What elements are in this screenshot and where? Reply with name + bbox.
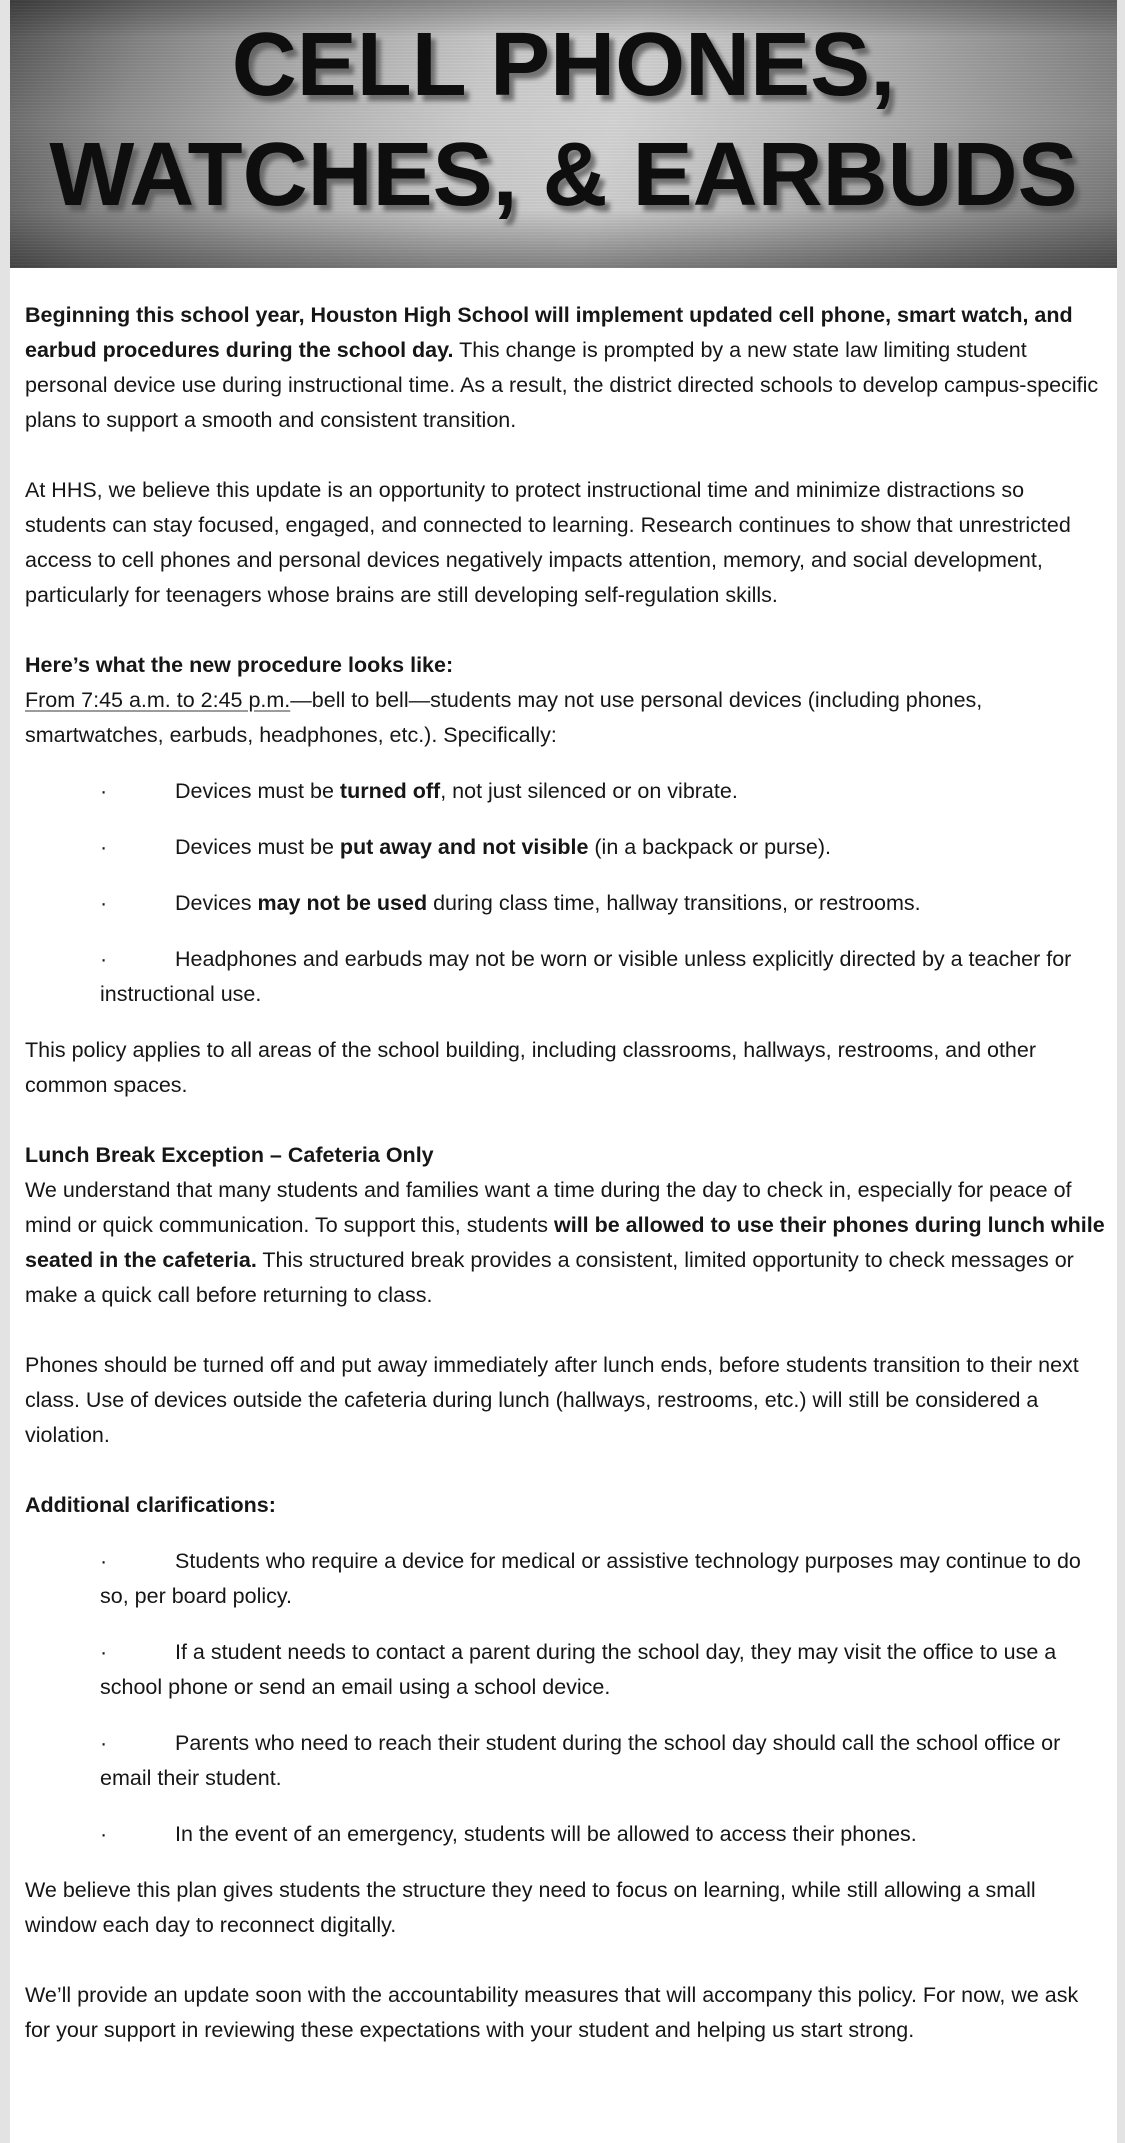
bullet-dot: · xyxy=(100,891,108,915)
paragraph xyxy=(25,1348,1105,1453)
bullet-dot: · xyxy=(100,1640,108,1664)
text-segment: Students who require a device for medical or assistive technology purposes may continue to do so, per board policy. xyxy=(100,1549,1081,1608)
bullet-dot: · xyxy=(100,779,108,803)
text-segment: Lunch Break Exception – Cafeteria Only xyxy=(25,1143,434,1167)
text-segment: We understand that many students and families want a time during the day to check in, especially for peace of mind or quick communication. To support this, students xyxy=(25,1178,1072,1237)
text-segment: Devices must be xyxy=(175,779,340,803)
text-segment: put away and not visible xyxy=(339,835,589,859)
bullet-dot: · xyxy=(100,835,108,859)
text-segment: We believe this plan gives students the structure they need to focus on learning, while still allowing a small window each day to reconnect digitally. xyxy=(25,1878,1036,1937)
text-segment: Devices must be xyxy=(175,835,340,859)
text-segment: —bell to bell—students may not use personal devices (including phones, smartwatches, earbuds, headphones, etc.). Specifically: xyxy=(25,688,983,747)
text-segment: Phones should be turned off and put away immediately after lunch ends, before students transition to their next class. Use of devices outside the cafeteria during lunch (hallways, restrooms, etc.) will still be considered a violation. xyxy=(25,1353,1079,1447)
text-segment: (in a backpack or purse). xyxy=(588,835,831,859)
paragraph xyxy=(25,298,1105,438)
text-segment: Parents who need to reach their student during the school day should call the school office or email their student. xyxy=(100,1731,1061,1790)
policy-text-body xyxy=(10,268,1117,2143)
text-segment: Additional clarifications: xyxy=(25,1493,276,1517)
section-heading xyxy=(25,1138,1105,1173)
text-segment: In the event of an emergency, students will be allowed to access their phones. xyxy=(175,1822,917,1846)
paragraph xyxy=(25,473,1105,613)
bullet-dot: · xyxy=(100,1731,108,1755)
paragraph xyxy=(25,1978,1105,2048)
text-segment: turned off xyxy=(339,779,441,803)
text-segment: during class time, hallway transitions, or restrooms. xyxy=(427,891,921,915)
text-segment: Beginning this school year, Houston High School will implement updated cell phone, smart watch, and earbud procedures during the school day. xyxy=(25,303,1073,362)
text-segment: will be allowed to use their phones during lunch while seated in the cafeteria. xyxy=(25,1213,1105,1272)
text-segment: Here’s what the new procedure looks like: xyxy=(25,653,454,677)
section-heading xyxy=(25,648,1105,683)
text-segment: , not just silenced or on vibrate. xyxy=(440,779,738,803)
metal-banner xyxy=(10,0,1117,268)
bullet-item xyxy=(25,1817,1105,1852)
text-segment: may not be used xyxy=(257,891,428,915)
section-heading xyxy=(25,1488,1105,1523)
bullet-dot: · xyxy=(100,1549,108,1573)
bullet-item xyxy=(25,774,1105,809)
bullet-item xyxy=(25,1635,1105,1705)
bullet-item xyxy=(25,886,1105,921)
text-segment: If a student needs to contact a parent during the school day, they may visit the office to use a school phone or send an email using a school device. xyxy=(100,1640,1057,1699)
text-segment: This structured break provides a consistent, limited opportunity to check messages or make a quick call before returning to class. xyxy=(25,1248,1074,1307)
paragraph xyxy=(25,1033,1105,1103)
banner-title-line2: WATCHES, & EARBUDS xyxy=(49,125,1078,225)
paragraph xyxy=(25,1873,1105,1943)
bullet-item xyxy=(25,942,1105,1012)
bullet-item xyxy=(25,830,1105,865)
paragraph xyxy=(25,683,1105,753)
text-segment: From 7:45 a.m. to 2:45 p.m. xyxy=(25,688,291,712)
bullet-dot: · xyxy=(100,947,108,971)
text-segment: We’ll provide an update soon with the accountability measures that will accompany this policy. For now, we ask for your support in reviewing these expectations with your student and helping us start strong. xyxy=(25,1983,1079,2042)
text-segment: At HHS, we believe this update is an opportunity to protect instructional time and minimize distractions so students can stay focused, engaged, and connected to learning. Research continues to show that unrestricted access to cell phones and personal devices negatively impacts attention, memory, and social development, particularly for teenagers whose brains are still developing self-regulation skills. xyxy=(25,478,1071,607)
bullet-dot: · xyxy=(100,1822,108,1846)
paragraph xyxy=(25,1173,1105,1313)
banner-title-line1: CELL PHONES, xyxy=(231,15,896,115)
text-segment: Headphones and earbuds may not be worn or visible unless explicitly directed by a teacher for instructional use. xyxy=(100,947,1072,1006)
bullet-item xyxy=(25,1544,1105,1614)
bullet-item xyxy=(25,1726,1105,1796)
text-segment: Devices xyxy=(175,891,258,915)
announcement-document xyxy=(10,0,1117,2143)
text-segment: This policy applies to all areas of the school building, including classrooms, hallways, restrooms, and other common spaces. xyxy=(25,1038,1037,1097)
text-segment: This change is prompted by a new state law limiting student personal device use during instructional time. As a result, the district directed schools to develop campus-specific plans to support a smooth and consistent transition. xyxy=(25,338,1099,432)
